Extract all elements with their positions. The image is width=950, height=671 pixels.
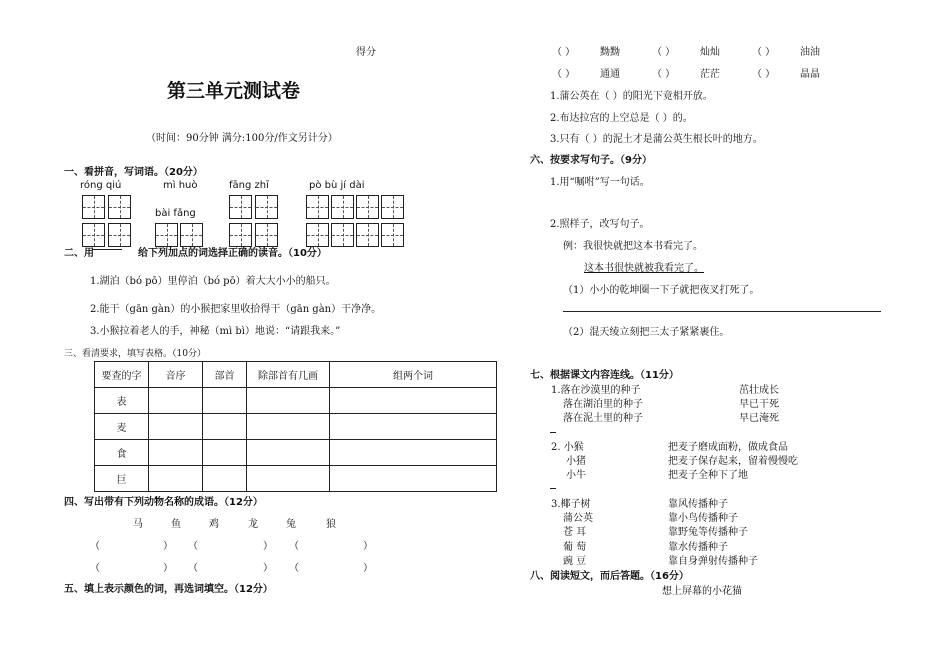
- paren-close: ）: [363, 541, 373, 552]
- paren-open: （: [188, 563, 198, 574]
- writing-box[interactable]: [306, 223, 329, 247]
- match-right: 靠风传播种子: [668, 499, 728, 510]
- col-header: 音序: [149, 362, 203, 388]
- question-6-1: 1.用“嘱咐”写一句话。: [550, 177, 650, 188]
- col-header: 部首: [203, 362, 247, 388]
- match-left: 落在泥土里的种子: [563, 413, 643, 424]
- paren-open: （: [289, 563, 299, 574]
- color-word: 黝黝: [600, 47, 620, 58]
- sub-question-2: （2）混天绫立刻把三太子紧紧裹住。: [563, 327, 730, 338]
- match-right: 早已干死: [739, 399, 779, 410]
- table-cell[interactable]: [247, 414, 330, 440]
- writing-box[interactable]: [255, 195, 278, 219]
- row-char: 食: [95, 440, 149, 466]
- color-word: 晶晶: [800, 69, 820, 80]
- pinyin-5: bài fǎng: [155, 208, 196, 219]
- question-2-1: 1.湖泊（bó pō）里停泊（bó pō）着大大小小的船只。: [90, 276, 336, 287]
- pinyin-4: pò bù jí dài: [309, 180, 365, 191]
- fill-sentence-1: 1.蒲公英在（ ）的阳光下竟相开放。: [550, 91, 713, 102]
- section-7-heading: 七、根据课文内容连线。（11分）: [530, 370, 679, 381]
- col-header: 组两个词: [330, 362, 497, 388]
- animal-6: 狼: [326, 519, 336, 530]
- color-blank[interactable]: （ ）: [552, 69, 576, 80]
- match-right: 把麦子全种下了地: [668, 470, 748, 481]
- pinyin-3: fāng zhī: [229, 180, 269, 191]
- paren-close: ）: [263, 563, 273, 574]
- color-word: 油油: [800, 47, 820, 58]
- exam-info: （时间：90分钟 满分:100分/作文另计分）: [146, 133, 338, 144]
- question-2-2: 2.能干（gān gàn）的小猴把家里收拾得干（gān gàn）干净净。: [90, 304, 382, 315]
- table-cell[interactable]: [247, 388, 330, 414]
- table-cell[interactable]: [330, 466, 497, 492]
- col-header: 除部首有几画: [247, 362, 330, 388]
- writing-box[interactable]: [306, 195, 329, 219]
- match-right: 靠水传播种子: [668, 542, 728, 553]
- color-word: 灿灿: [700, 47, 720, 58]
- match-right: 靠自身弹射传播种子: [668, 556, 758, 567]
- writing-box[interactable]: [180, 223, 203, 247]
- table-cell[interactable]: [247, 440, 330, 466]
- section-3-heading: 三、看清要求，填写表格。（10分）: [64, 349, 206, 359]
- question-6-2: 2.照样子，改写句子。: [550, 219, 650, 230]
- writing-box[interactable]: [356, 195, 379, 219]
- table-cell[interactable]: [149, 388, 203, 414]
- sub-question-1: （1）小小的乾坤圈一下子就把夜叉打死了。: [563, 285, 760, 296]
- section-4-heading: 四、写出带有下列动物名称的成语。（12分）: [64, 497, 263, 508]
- color-blank[interactable]: （ ）: [652, 47, 676, 58]
- passage-title: 想上屏幕的小花猫: [662, 586, 742, 597]
- match-left: 小牛: [566, 470, 586, 481]
- writing-box[interactable]: [331, 223, 354, 247]
- writing-box[interactable]: [381, 195, 404, 219]
- example-answer: 这本书很快就被我看完了。: [584, 263, 704, 274]
- color-word: 通通: [600, 69, 620, 80]
- section-8-heading: 八、阅读短文，而后答题。（16分）: [530, 571, 689, 582]
- match-right: 早已淹死: [739, 413, 779, 424]
- col-header: 要查的字: [95, 362, 149, 388]
- match-left: 3.椰子树: [551, 499, 591, 510]
- paren-close: ）: [163, 541, 173, 552]
- color-word: 茫茫: [700, 69, 720, 80]
- row-char: 巨: [95, 466, 149, 492]
- match-left: 蒲公英: [563, 513, 593, 524]
- table-cell[interactable]: [247, 466, 330, 492]
- answer-line[interactable]: [563, 311, 881, 312]
- match-right: 靠野兔等传播种子: [668, 527, 748, 538]
- match-left: 落在湖泊里的种子: [563, 399, 643, 410]
- table-cell[interactable]: [330, 388, 497, 414]
- writing-box[interactable]: [82, 195, 105, 219]
- writing-box[interactable]: [356, 223, 379, 247]
- match-right: 把麦子磨成面粉，做成食品: [668, 442, 788, 453]
- writing-box[interactable]: [229, 195, 252, 219]
- writing-box[interactable]: [331, 195, 354, 219]
- paren-open: （: [289, 541, 299, 552]
- table-cell[interactable]: [149, 440, 203, 466]
- writing-box[interactable]: [381, 223, 404, 247]
- animal-1: 马: [133, 519, 143, 530]
- color-blank[interactable]: （ ）: [652, 69, 676, 80]
- paren-close: ）: [263, 541, 273, 552]
- paren-close: ）: [163, 563, 173, 574]
- dash-mark: [550, 488, 556, 489]
- paren-close: ）: [363, 563, 373, 574]
- question-2-3: 3.小猴拉着老人的手，神秘（mì bì）地说：“请跟我来。”: [90, 326, 341, 337]
- table-cell[interactable]: [330, 414, 497, 440]
- color-blank[interactable]: （ ）: [752, 69, 776, 80]
- fill-sentence-2: 2.布达拉宫的上空总是（ ）的。: [550, 113, 693, 124]
- paren-open: （: [188, 541, 198, 552]
- table-cell[interactable]: [203, 414, 247, 440]
- section-5-heading: 五、填上表示颜色的词，再选词填空。（12分）: [64, 584, 273, 595]
- section-2-heading-a: 二、用: [64, 248, 94, 259]
- match-left: 豌 豆: [563, 556, 587, 567]
- table-cell[interactable]: [149, 466, 203, 492]
- writing-box[interactable]: [155, 223, 178, 247]
- table-cell[interactable]: [203, 440, 247, 466]
- animal-4: 龙: [248, 519, 258, 530]
- color-blank[interactable]: （ ）: [552, 47, 576, 58]
- table-cell[interactable]: [149, 414, 203, 440]
- match-left: 1.落在沙漠里的种子: [551, 385, 641, 396]
- writing-box[interactable]: [108, 195, 131, 219]
- paren-open: （: [90, 541, 100, 552]
- example-sentence: 例：我很快就把这本书看完了。: [563, 241, 703, 252]
- writing-box[interactable]: [229, 223, 252, 247]
- writing-box[interactable]: [82, 223, 105, 247]
- match-right: 把麦子保存起来，留着慢慢吃: [668, 456, 798, 467]
- animal-5: 兔: [286, 519, 296, 530]
- table-cell[interactable]: [330, 440, 497, 466]
- table-cell[interactable]: [203, 388, 247, 414]
- row-char: 表: [95, 388, 149, 414]
- section-1-heading: 一、看拼音，写词语。（20分）: [64, 167, 203, 178]
- match-left: 葡 萄: [563, 542, 587, 553]
- table-cell[interactable]: [203, 466, 247, 492]
- match-right: 茁壮成长: [739, 385, 779, 396]
- animal-3: 鸡: [209, 519, 219, 530]
- writing-box[interactable]: [108, 223, 131, 247]
- score-label: 得分: [356, 47, 376, 58]
- color-blank[interactable]: （ ）: [752, 47, 776, 58]
- match-right: 靠小鸟传播种子: [668, 513, 738, 524]
- row-char: 麦: [95, 414, 149, 440]
- match-left: 2. 小猴: [551, 442, 584, 453]
- page-title: 第三单元测试卷: [167, 80, 301, 102]
- pinyin-1: róng qiú: [80, 180, 122, 191]
- match-left: 苍 耳: [563, 527, 587, 538]
- dash-mark: [550, 432, 556, 433]
- pinyin-2: mì huò: [163, 180, 198, 191]
- animal-2: 鱼: [171, 519, 181, 530]
- writing-box[interactable]: [255, 223, 278, 247]
- section-2-heading-b: 给下列加点的词选择正确的读音。（10分）: [138, 248, 327, 259]
- match-left: 小猪: [566, 456, 586, 467]
- fill-sentence-3: 3.只有（ ）的泥土才是蒲公英生根长叶的地方。: [550, 134, 763, 145]
- section-6-heading: 六、按要求写句子。（9分）: [530, 155, 652, 166]
- paren-open: （: [90, 563, 100, 574]
- char-lookup-table: [94, 361, 497, 492]
